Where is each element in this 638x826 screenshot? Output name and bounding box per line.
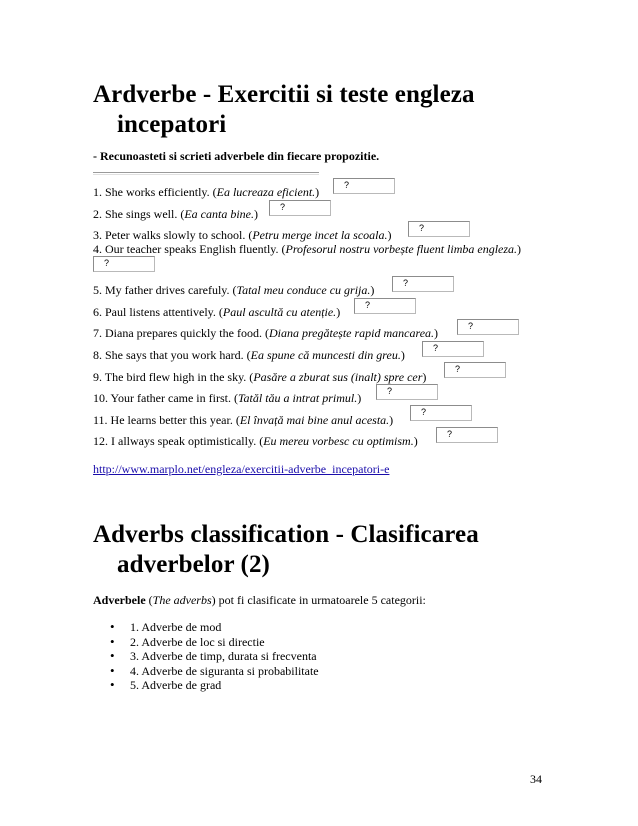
exercise-8: 8. She says that you work hard. (Ea spune că muncesti din greu.) <box>93 348 405 362</box>
section2-title <box>93 520 479 580</box>
answer-input-9[interactable]: ? <box>444 362 506 378</box>
section1-title-line1: Ardverbe - Exercitii si teste engleza <box>93 81 475 108</box>
section2-title-line2: adverbelor (2) <box>117 551 270 578</box>
page-number: 34 <box>530 772 542 786</box>
instruction: - Recunoasteti si scrieti adverbele din fiecare propozitie. <box>93 149 380 163</box>
category-list <box>93 620 319 693</box>
list-item: • 5. Adverbe de grad <box>93 678 319 693</box>
exercise-6: 6. Paul listens attentively. (Paul ascultă cu atenție.) <box>93 305 341 319</box>
answer-input-12[interactable]: ? <box>436 427 498 443</box>
exercise-7: 7. Diana prepares quickly the food. (Diana pregătește rapid mancarea.) <box>93 326 439 340</box>
answer-input-6[interactable]: ? <box>354 298 416 314</box>
classification-intro: Adverbele (The adverbs) pot fi clasificate in urmatoarele 5 categorii: <box>93 593 426 607</box>
source-link[interactable]: http://www.marplo.net/engleza/exercitii-adverbe_incepatori-e <box>93 462 390 476</box>
list-item: • 1. Adverbe de mod <box>93 620 319 635</box>
exercise-1: 1. She works efficiently. (Ea lucreaza eficient.) <box>93 185 320 199</box>
exercise-10: 10. Your father came in first. (Tatăl tău a intrat primul.) <box>93 391 362 405</box>
list-item: • 4. Adverbe de siguranta si probabilitate <box>93 664 319 679</box>
exercise-11: 11. He learns better this year. (El învață mai bine anul acesta.) <box>93 413 394 427</box>
section1-title-line2: incepatori <box>117 111 227 138</box>
exercise-5: 5. My father drives carefuly. (Tatal meu conduce cu grija.) <box>93 283 375 297</box>
section1-title <box>93 80 475 140</box>
answer-input-7[interactable]: ? <box>457 319 519 335</box>
exercise-12: 12. I allways speak optimistically. (Eu mereu vorbesc cu optimism.) <box>93 434 418 448</box>
divider <box>93 172 319 175</box>
answer-input-1[interactable]: ? <box>333 178 395 194</box>
answer-input-8[interactable]: ? <box>422 341 484 357</box>
exercise-2: 2. She sings well. (Ea canta bine.) <box>93 207 258 221</box>
list-item: • 2. Adverbe de loc si directie <box>93 635 319 650</box>
answer-input-11[interactable]: ? <box>410 405 472 421</box>
section2-title-line1: Adverbs classification - Clasificarea <box>93 521 479 548</box>
exercise-4: 4. Our teacher speaks English fluently. (Profesorul nostru vorbește fluent limba engleza.) <box>93 242 522 256</box>
answer-input-3[interactable]: ? <box>408 221 470 237</box>
answer-input-10[interactable]: ? <box>376 384 438 400</box>
exercise-9: 9. The bird flew high in the sky. (Pasăre a zburat sus (inalt) spre cer) <box>93 370 427 384</box>
answer-input-2[interactable]: ? <box>269 200 331 216</box>
answer-input-5[interactable]: ? <box>392 276 454 292</box>
list-item: • 3. Adverbe de timp, durata si frecventa <box>93 649 319 664</box>
exercise-3: 3. Peter walks slowly to school. (Petru merge incet la scoala.) <box>93 228 392 242</box>
answer-input-4[interactable]: ? <box>93 256 155 272</box>
